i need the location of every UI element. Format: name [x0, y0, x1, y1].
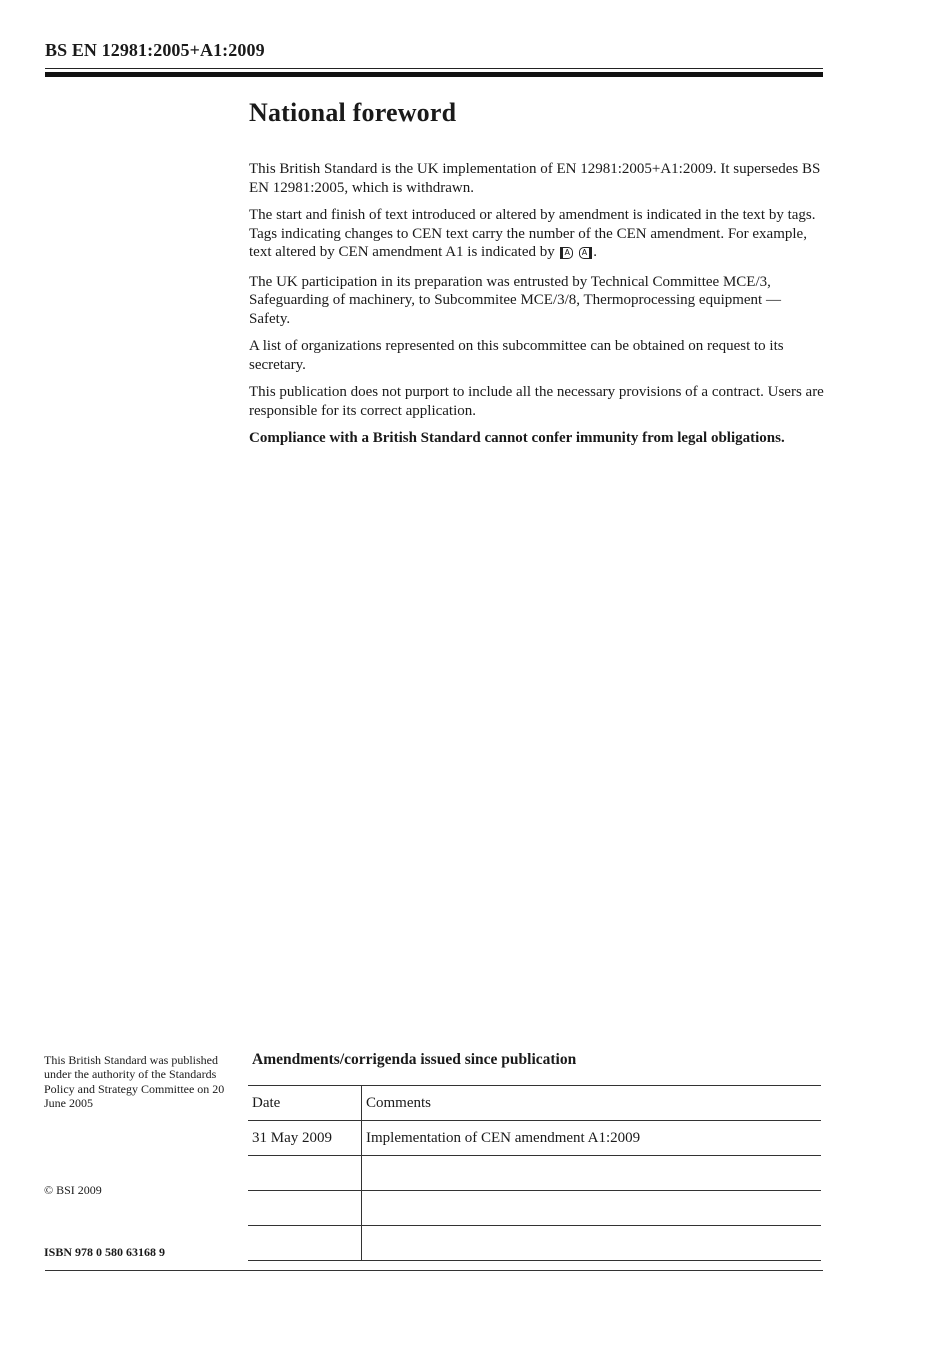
amendment-tag-open-icon: A — [560, 247, 573, 259]
amendment-comment: Implementation of CEN amendment A1:2009 — [362, 1121, 822, 1156]
amendments-title: Amendments/corrigenda issued since publication — [252, 1051, 577, 1068]
footer-rule — [45, 1270, 823, 1271]
paragraph-implementation: This British Standard is the UK implementation of EN 12981:2005+A1:2009. It supersedes BS EN 12981:2005, which is withdrawn. — [249, 161, 821, 196]
table-row — [248, 1121, 821, 1156]
amendment-comment — [362, 1156, 822, 1191]
amendment-comment — [362, 1191, 822, 1226]
paragraph-tags-end: . — [593, 244, 597, 260]
column-header-comments: Comments — [362, 1086, 822, 1121]
amendment-date — [248, 1156, 362, 1191]
page-title: National foreword — [249, 98, 457, 127]
standard-code: BS EN 12981:2005+A1:2009 — [45, 40, 265, 60]
amendment-date: 31 May 2009 — [248, 1121, 362, 1156]
foreword-section — [249, 98, 824, 457]
publication-note: This British Standard was published under the authority of the Standards Policy and Strategy Committee on 20 June 2005 — [44, 1053, 225, 1110]
table-header-row — [248, 1086, 821, 1121]
column-header-date: Date — [248, 1086, 362, 1121]
paragraph-committee: The UK participation in its preparation was entrusted by Technical Committee MCE/3, Safeguarding of machinery, to Subcommitee MCE/3/8, Thermoprocessing equipment — Safety. — [249, 273, 781, 327]
amendments-table — [248, 1085, 821, 1261]
table-row — [248, 1226, 821, 1261]
isbn: ISBN 978 0 580 63168 9 — [44, 1245, 166, 1259]
header-rule-thick — [45, 72, 823, 77]
paragraph-organizations: A list of organizations represented on this subcommittee can be obtained on request to its secretary. — [249, 338, 784, 373]
amendment-date — [248, 1226, 362, 1261]
amendment-tag-close-icon: A — [579, 247, 592, 259]
amendment-comment — [362, 1226, 822, 1261]
paragraph-tags — [249, 206, 824, 262]
paragraph-compliance: Compliance with a British Standard cannot confer immunity from legal obligations. — [249, 430, 785, 446]
table-row — [248, 1156, 821, 1191]
paragraph-tags-text: The start and finish of text introduced or altered by amendment is indicated in the text by tags. Tags indicating changes to CEN text carry the number of the CEN amendment. For example, text altered by CEN amendment A1 is indicated by — [249, 207, 816, 260]
table-row — [248, 1191, 821, 1226]
header-rule-thin — [45, 68, 823, 69]
paragraph-provisions: This publication does not purport to include all the necessary provisions of a contract. Users are responsible for its correct application. — [249, 384, 824, 419]
copyright: © BSI 2009 — [44, 1183, 102, 1197]
amendment-date — [248, 1191, 362, 1226]
